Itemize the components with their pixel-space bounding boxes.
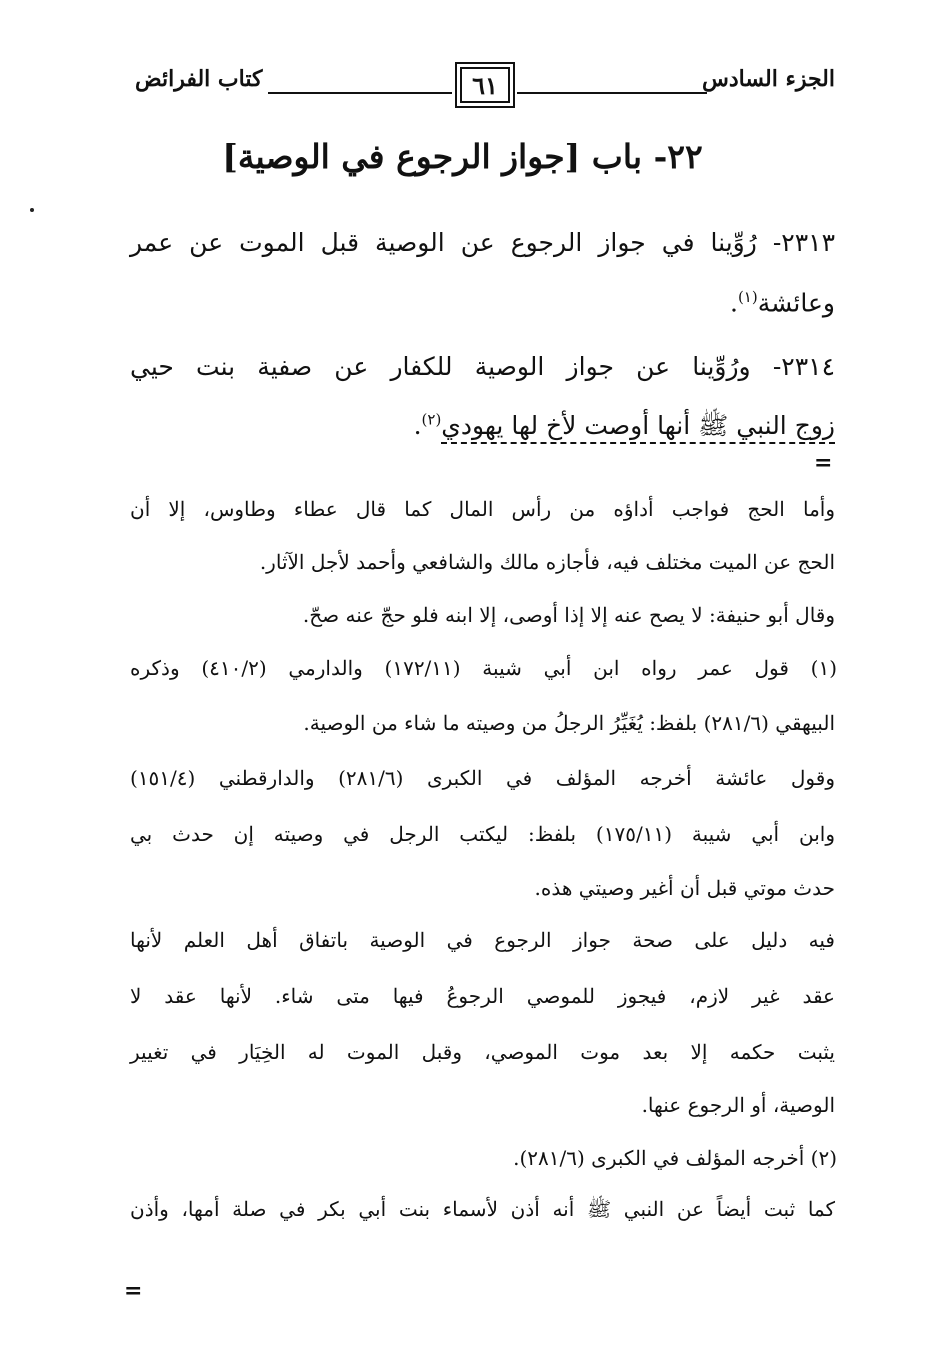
bottom-separator-mark: = bbox=[124, 1278, 143, 1304]
stray-dot bbox=[30, 208, 34, 212]
footnote-ref-2: (٢) bbox=[421, 410, 442, 429]
separator-mark: = bbox=[814, 450, 833, 476]
header-rule-left bbox=[268, 92, 452, 94]
footnote-line: وقول عائشة أخرجه المؤلف في الكبرى (٢٨١/٦) والدارقطني (١٥١/٤) bbox=[130, 766, 835, 790]
page-number: ٦١ bbox=[472, 70, 498, 100]
footnote-line: حدث موتي قبل أن أغير وصيتي هذه. bbox=[534, 876, 835, 900]
footnote-line: فيه دليل على صحة جواز الرجوع في الوصية باتفاق أهل العلم لأنها bbox=[130, 928, 835, 952]
entry-2313-line-2: وعائشة$^{(١)}$. bbox=[729, 288, 835, 318]
footnote-line: يثبت حكمه إلا بعد موت الموصي، وقبل الموت له الخِيَار في تغيير bbox=[130, 1040, 835, 1064]
entry-text: زوج النبي ﷺ أنها أوصت لأخ لها يهودي bbox=[441, 411, 835, 444]
commentary-line: وقال أبو حنيفة: لا يصح عنه إلا إذا أوصى، إلا ابنه فلو حجّ عنه صحّ. bbox=[302, 603, 835, 627]
footnote-line: (١) قول عمر رواه ابن أبي شيبة (١٧٢/١١) والدارمي (٤١٠/٢) وذكره bbox=[130, 656, 838, 680]
chapter-title: ٢٢- باب [جواز الرجوع في الوصية] bbox=[222, 137, 703, 176]
commentary-line: وأما الحج فواجب أداؤه من رأس المال كما قال عطاء وطاوس، إلا أن bbox=[130, 497, 835, 521]
entry-2314-line-1: ٢٣١٤- ورُوِّينا عن جواز الوصية للكفار عن صفية بنت حيي bbox=[130, 352, 835, 381]
entry-text: وعائشة bbox=[757, 288, 835, 318]
entry-2314-line-2: زوج النبي ﷺ أنها أوصت لأخ لها يهودي$^{(٢)}$. bbox=[130, 410, 835, 447]
footnote-line: وابن أبي شيبة (١٧٥/١١) بلفظ: ليكتب الرجل في وصيته إن حدث بي bbox=[130, 822, 835, 846]
footnote-ref-1: (١) bbox=[737, 288, 758, 306]
header-rule-right bbox=[517, 92, 707, 94]
page-number-box bbox=[455, 62, 515, 108]
footnote-line: كما ثبت أيضاً عن النبي ﷺ أنه أذن لأسماء بنت أبي بكر في صلة أمها، وأذن bbox=[130, 1197, 835, 1221]
running-title-volume: الجزء السادس bbox=[702, 66, 835, 92]
footnote-line: عقد غير لازم، فيجوز للموصي الرجوعُ فيها متى شاء. لأنها عقد لا bbox=[130, 984, 835, 1008]
footnote-line: الوصية، أو الرجوع عنها. bbox=[641, 1093, 835, 1117]
footnote-line: البيهقي (٢٨١/٦) بلفظ: يُغَيِّرُ الرجلُ من وصيته ما شاء من الوصية. bbox=[303, 711, 835, 735]
footnote-line: (٢) أخرجه المؤلف في الكبرى (٢٨١/٦). bbox=[513, 1146, 837, 1170]
running-title-book: كتاب الفرائض bbox=[135, 66, 263, 92]
commentary-line: الحج عن الميت مختلف فيه، فأجازه مالك والشافعي وأحمد لأجل الآثار. bbox=[259, 550, 835, 574]
entry-2313-line-1: ٢٣١٣- رُوِّينا في جواز الرجوع عن الوصية قبل الموت عن عمر bbox=[130, 228, 835, 257]
